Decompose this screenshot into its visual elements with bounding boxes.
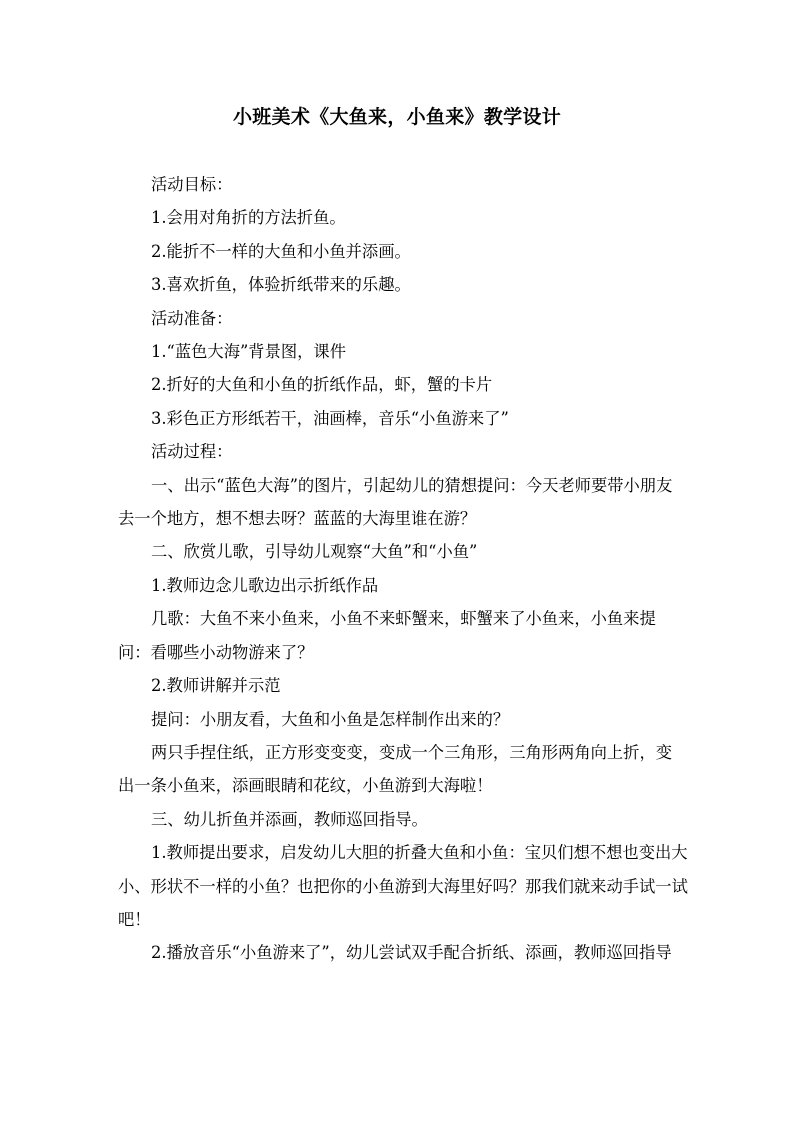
section-heading-process: 活动过程： bbox=[151, 442, 233, 462]
process-paragraph: 1.教师提出要求，启发幼儿大胆的折叠大鱼和小鱼：宝贝们想不想也变出大小、形状不一样的小鱼？也把你的小鱼游到大海里好吗？那我们就来动手试一试吧！ bbox=[118, 843, 688, 929]
document-body bbox=[118, 168, 688, 970]
process-paragraph: 2.播放音乐“小鱼游来了”，幼儿尝试双手配合折纸、添画，教师巡回指导 bbox=[151, 943, 672, 963]
preparation-item: 3.彩色正方形纸若干，油画棒，音乐“小鱼游来了” bbox=[151, 408, 509, 428]
process-paragraph: 2.教师讲解并示范 bbox=[151, 676, 281, 696]
section-heading-goals: 活动目标： bbox=[151, 175, 233, 194]
section-heading-preparation: 活动准备： bbox=[151, 308, 233, 328]
document-title: 小班美术《大鱼来，小鱼来》教学设计 bbox=[232, 106, 562, 128]
goal-item: 2.能折不一样的大鱼和小鱼并添画。 bbox=[151, 241, 411, 261]
goal-item: 3.喜欢折鱼，体验折纸带来的乐趣。 bbox=[151, 275, 411, 295]
goal-item: 1.会用对角折的方法折鱼。 bbox=[151, 208, 346, 228]
process-paragraph: 几歌：大鱼不来小鱼来，小鱼不来虾蟹来，虾蟹来了小鱼来，小鱼来提问：看哪些小动物游来了？ bbox=[118, 609, 656, 662]
preparation-item: 1.“蓝色大海”背景图，课件 bbox=[151, 342, 346, 362]
process-paragraph: 一、出示“蓝色大海”的图片，引起幼儿的猜想提问：今天老师要带小朋友去一个地方，想不想去呀？蓝蓝的大海里谁在游？ bbox=[118, 475, 673, 529]
preparation-item: 2.折好的大鱼和小鱼的折纸作品，虾，蟹的卡片 bbox=[151, 375, 493, 395]
process-paragraph: 两只手捏住纸，正方形变变变，变成一个三角形，三角形两角向上折，变出一条小鱼来，添画眼睛和花纹，小鱼游到大海啦！ bbox=[118, 742, 673, 796]
process-paragraph: 三、幼儿折鱼并添画，教师巡回指导。 bbox=[151, 809, 428, 829]
process-paragraph: 二、欣赏儿歌，引导幼儿观察“大鱼”和“小鱼” bbox=[151, 542, 478, 562]
process-paragraph: 提问：小朋友看，大鱼和小鱼是怎样制作出来的？ bbox=[151, 709, 510, 729]
process-paragraph: 1.教师边念儿歌边出示折纸作品 bbox=[151, 575, 379, 595]
